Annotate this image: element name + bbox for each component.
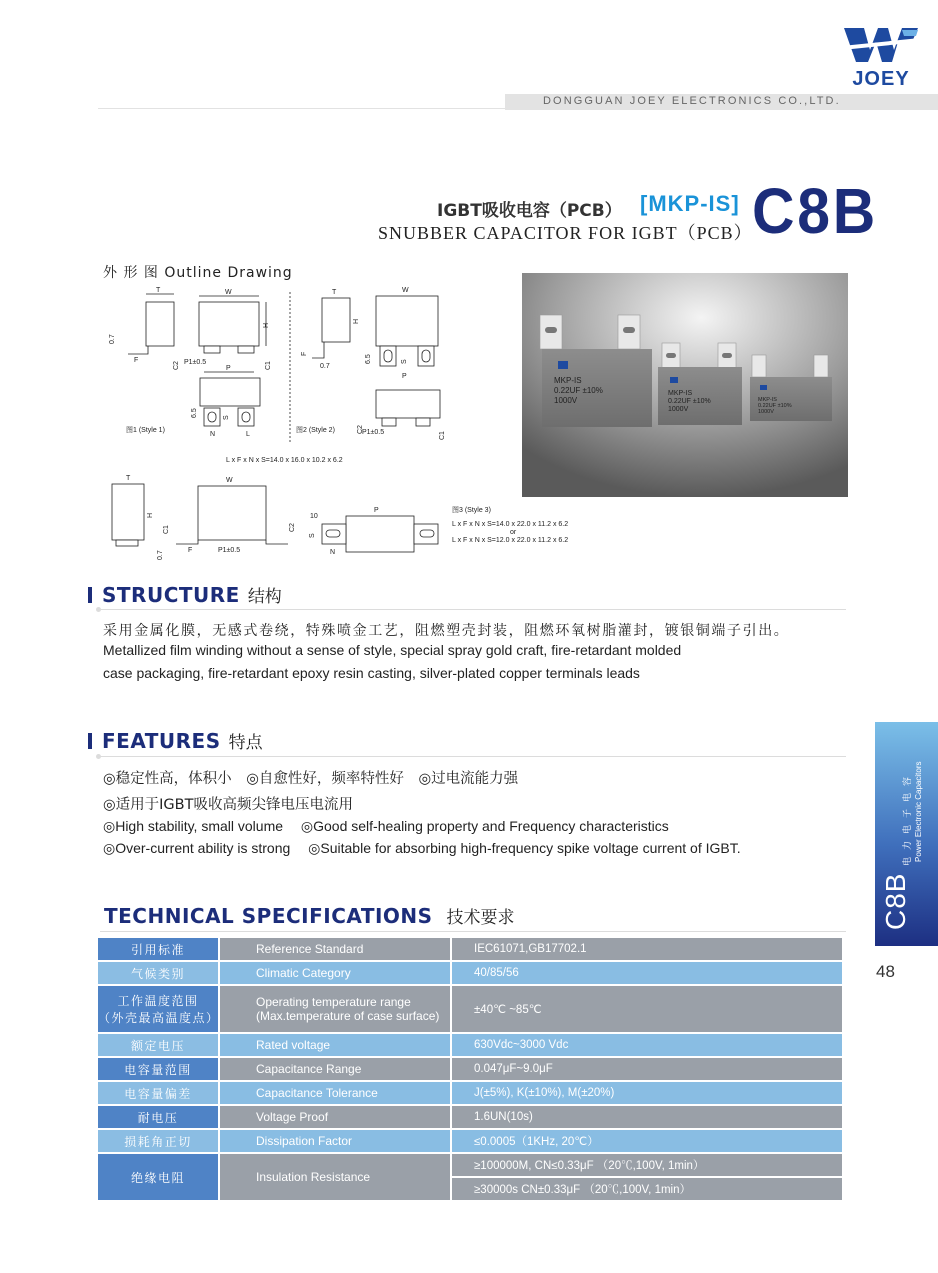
spec-label-cn: 损耗角正切 <box>98 1130 220 1154</box>
spec-label-en <box>220 986 452 1034</box>
dim-label: W <box>225 289 232 296</box>
dim-label: P <box>226 365 231 372</box>
spec-value: 0.047μF~9.0μF <box>452 1058 844 1082</box>
specs-heading-cn: 技术要求 <box>446 908 515 928</box>
structure-heading-cn: 结构 <box>247 587 282 607</box>
company-logo <box>842 24 920 90</box>
style1-bottom-body <box>200 378 260 406</box>
dim-label: P1±0.5 <box>184 359 207 366</box>
dim-label: 0.7 <box>320 363 330 370</box>
logo-mark-icon <box>842 24 920 70</box>
spec-label-en: Capacitance Tolerance <box>220 1082 452 1106</box>
dim-label: W <box>226 477 233 484</box>
spec-value: ±40℃ ~85℃ <box>452 986 844 1034</box>
product-photo <box>522 273 848 497</box>
dims-or: or <box>510 529 517 536</box>
feature-item: ◎自愈性好，频率特性好 <box>246 771 404 787</box>
style1-front-body <box>199 302 259 346</box>
dim-label: P <box>374 507 379 514</box>
spec-label-cn: 耐电压 <box>98 1106 220 1130</box>
spec-label-cn: 额定电压 <box>98 1034 220 1058</box>
cap-large-line2: 0.22UF ±10% <box>554 386 603 395</box>
style1-side-body <box>146 302 174 346</box>
spec-label-cn: 电容量范围 <box>98 1058 220 1082</box>
dim-label: H <box>147 512 154 518</box>
specs-heading-en: TECHNICAL SPECIFICATIONS <box>104 904 433 928</box>
cap-small-line2: 0.22UF ±10% <box>758 403 792 409</box>
cap-small-line1: MKP-IS <box>758 397 777 403</box>
cap-medium-line2: 0.22UF ±10% <box>668 398 711 405</box>
dim-label: H <box>353 318 360 324</box>
spec-label-en: Dissipation Factor <box>220 1130 452 1154</box>
table-row <box>98 1106 844 1130</box>
structure-text-en-2: case packaging, fire-retardant epoxy resin casting, silver-plated copper terminals leads <box>103 665 640 681</box>
feature-item: ◎适用于IGBT吸收高频尖锋电压电流用 <box>103 797 353 813</box>
specs-divider <box>100 931 846 932</box>
title-model-code: C8B <box>752 175 879 247</box>
style1-label: 图1 (Style 1) <box>126 427 165 434</box>
spec-value: ≥100000M, CN≤0.33μF （20℃,100V, 1min） <box>452 1154 844 1178</box>
dim-label: C1 <box>265 361 272 370</box>
table-row <box>98 1082 844 1106</box>
style2-bottom-body <box>376 390 440 418</box>
dim-label: 6.5 <box>191 408 198 418</box>
dims-style3a: L x F x N x S=14.0 x 22.0 x 11.2 x 6.2 <box>452 521 569 528</box>
features-cn-line2 <box>103 793 363 814</box>
dim-label: C2 <box>357 425 364 434</box>
dim-label: C2 <box>173 361 180 370</box>
cap-medium-line1: MKP-IS <box>668 390 693 397</box>
structure-divider <box>100 609 846 610</box>
feature-item: ◎Suitable for absorbing high-frequency spike voltage current of IGBT. <box>308 840 741 856</box>
cap-large-line1: MKP-IS <box>554 376 582 385</box>
spec-value: J(±5%), K(±10%), M(±20%) <box>452 1082 844 1106</box>
style3-label: 图3 (Style 3) <box>452 507 491 514</box>
company-name: DONGGUAN JOEY ELECTRONICS CO.,LTD. <box>543 95 841 107</box>
spec-label-cn: 绝缘电阻 <box>98 1154 220 1202</box>
feature-item: ◎过电流能力强 <box>418 771 519 787</box>
dim-label: F <box>188 547 193 554</box>
style3-bottom-body <box>346 516 414 552</box>
table-row <box>98 1130 844 1154</box>
dim-label: H <box>263 322 270 328</box>
title-en: SNUBBER CAPACITOR FOR IGBT（PCB） <box>378 223 753 243</box>
cap-medium-line3: 1000V <box>668 406 689 413</box>
dim-label: 0.7 <box>157 550 164 560</box>
spec-value: 40/85/56 <box>452 962 844 986</box>
structure-heading <box>88 582 282 607</box>
table-row <box>98 962 844 986</box>
spec-label-cn <box>98 986 220 1034</box>
dim-label: N <box>330 549 336 556</box>
spec-label-en: Voltage Proof <box>220 1106 452 1130</box>
side-tab-cn: 电力电子电容 <box>903 769 913 866</box>
outline-drawing <box>100 284 590 564</box>
dim-label: 10 <box>310 513 318 520</box>
style2-side-body <box>322 298 350 342</box>
dim-label: P1±0.5 <box>362 429 385 436</box>
dim-label: W <box>402 287 409 294</box>
dim-label: C1 <box>163 525 170 534</box>
features-en-line1 <box>103 818 683 835</box>
dim-label: S <box>309 533 316 538</box>
dim-label: S <box>223 415 230 420</box>
style2-front-body <box>376 296 438 346</box>
dim-label: N <box>210 431 216 438</box>
dim-label: C1 <box>439 431 446 440</box>
company-bar <box>505 94 938 110</box>
outline-drawing-heading: 外 形 图 Outline Drawing <box>103 265 293 281</box>
dims-style3b: L x F x N x S=12.0 x 22.0 x 11.2 x 6.2 <box>452 537 569 544</box>
spec-label-en: Rated voltage <box>220 1034 452 1058</box>
spec-label-en: Climatic Category <box>220 962 452 986</box>
feature-item: ◎Good self-healing property and Frequency characteristics <box>300 818 669 834</box>
side-tab-en: Power Electronic Capacitors <box>914 761 923 862</box>
dim-label: T <box>156 287 161 294</box>
dim-label: L <box>246 431 250 438</box>
dim-label: F <box>301 351 308 356</box>
logo-text: JOEY <box>852 68 910 90</box>
feature-item: ◎稳定性高，体积小 <box>103 771 232 787</box>
features-heading-en: FEATURES <box>102 729 221 753</box>
page-number: 48 <box>876 962 895 981</box>
dim-label: 0.7 <box>109 334 116 344</box>
table-row <box>98 1058 844 1082</box>
structure-text-cn: 采用金属化膜，无感式卷绕，特殊喷金工艺，阻燃塑壳封装，阻燃环氧树脂灌封，镀银铜端子引出。 <box>103 623 790 639</box>
features-cn-line1 <box>103 767 528 788</box>
side-tab-code: C8B <box>880 872 911 930</box>
specs-heading <box>104 903 515 928</box>
spec-label-en: Insulation Resistance <box>220 1154 452 1202</box>
features-en-line2 <box>103 840 755 857</box>
spec-label-cn-line: 工作温度范围 <box>117 994 199 1008</box>
spec-label-en: Capacitance Range <box>220 1058 452 1082</box>
dims-style12: L x F x N x S=14.0 x 16.0 x 10.2 x 6.2 <box>226 457 343 464</box>
spec-value: IEC61071,GB17702.1 <box>452 938 844 962</box>
feature-item: ◎High stability, small volume <box>103 818 284 834</box>
dim-label: 6.5 <box>365 354 372 364</box>
table-row <box>98 986 844 1034</box>
spec-label-en-line: Operating temperature range <box>256 995 411 1009</box>
dim-label: P1±0.5 <box>218 547 241 554</box>
features-heading-cn: 特点 <box>228 733 263 753</box>
spec-label-cn: 电容量偏差 <box>98 1082 220 1106</box>
spec-label-en: Reference Standard <box>220 938 452 962</box>
style3-side-body <box>112 484 144 540</box>
spec-label-cn: 引用标准 <box>98 938 220 962</box>
features-divider <box>100 756 846 757</box>
spec-label-cn: 气候类别 <box>98 962 220 986</box>
table-row <box>98 938 844 962</box>
table-row <box>98 1154 844 1178</box>
structure-heading-en: STRUCTURE <box>102 583 240 607</box>
feature-item: ◎Over-current ability is strong <box>103 840 291 856</box>
features-heading <box>88 728 263 753</box>
style3-front-body <box>198 486 266 540</box>
title-series-tag: [MKP-IS] <box>640 191 740 216</box>
cap-large-line3: 1000V <box>554 396 578 405</box>
spec-value: 1.6UN(10s) <box>452 1106 844 1130</box>
dim-label: T <box>126 475 131 482</box>
spec-value: 630Vdc~3000 Vdc <box>452 1034 844 1058</box>
spec-label-en-line: (Max.temperature of case surface) <box>256 1009 440 1023</box>
style2-label: 图2 (Style 2) <box>296 427 335 434</box>
dim-label: F <box>134 357 139 364</box>
header-divider <box>98 108 506 109</box>
dim-label: S <box>401 359 408 364</box>
structure-text-en-1: Metallized film winding without a sense of style, special spray gold craft, fire-retardant molded <box>103 642 682 658</box>
table-row <box>98 1034 844 1058</box>
spec-value: ≥30000s CN±0.33μF （20℃,100V, 1min） <box>452 1178 844 1202</box>
title-cn: IGBT吸收电容（PCB） <box>437 201 622 221</box>
dim-label: P <box>402 373 407 380</box>
cap-small-line3: 1000V <box>758 409 774 415</box>
spec-label-cn-line: （外壳最高温度点） <box>98 1011 220 1025</box>
spec-value: ≤0.0005（1KHz, 20℃） <box>452 1130 844 1154</box>
dim-label: T <box>332 289 337 296</box>
spec-table <box>98 938 844 1202</box>
dim-label: C2 <box>289 523 296 532</box>
